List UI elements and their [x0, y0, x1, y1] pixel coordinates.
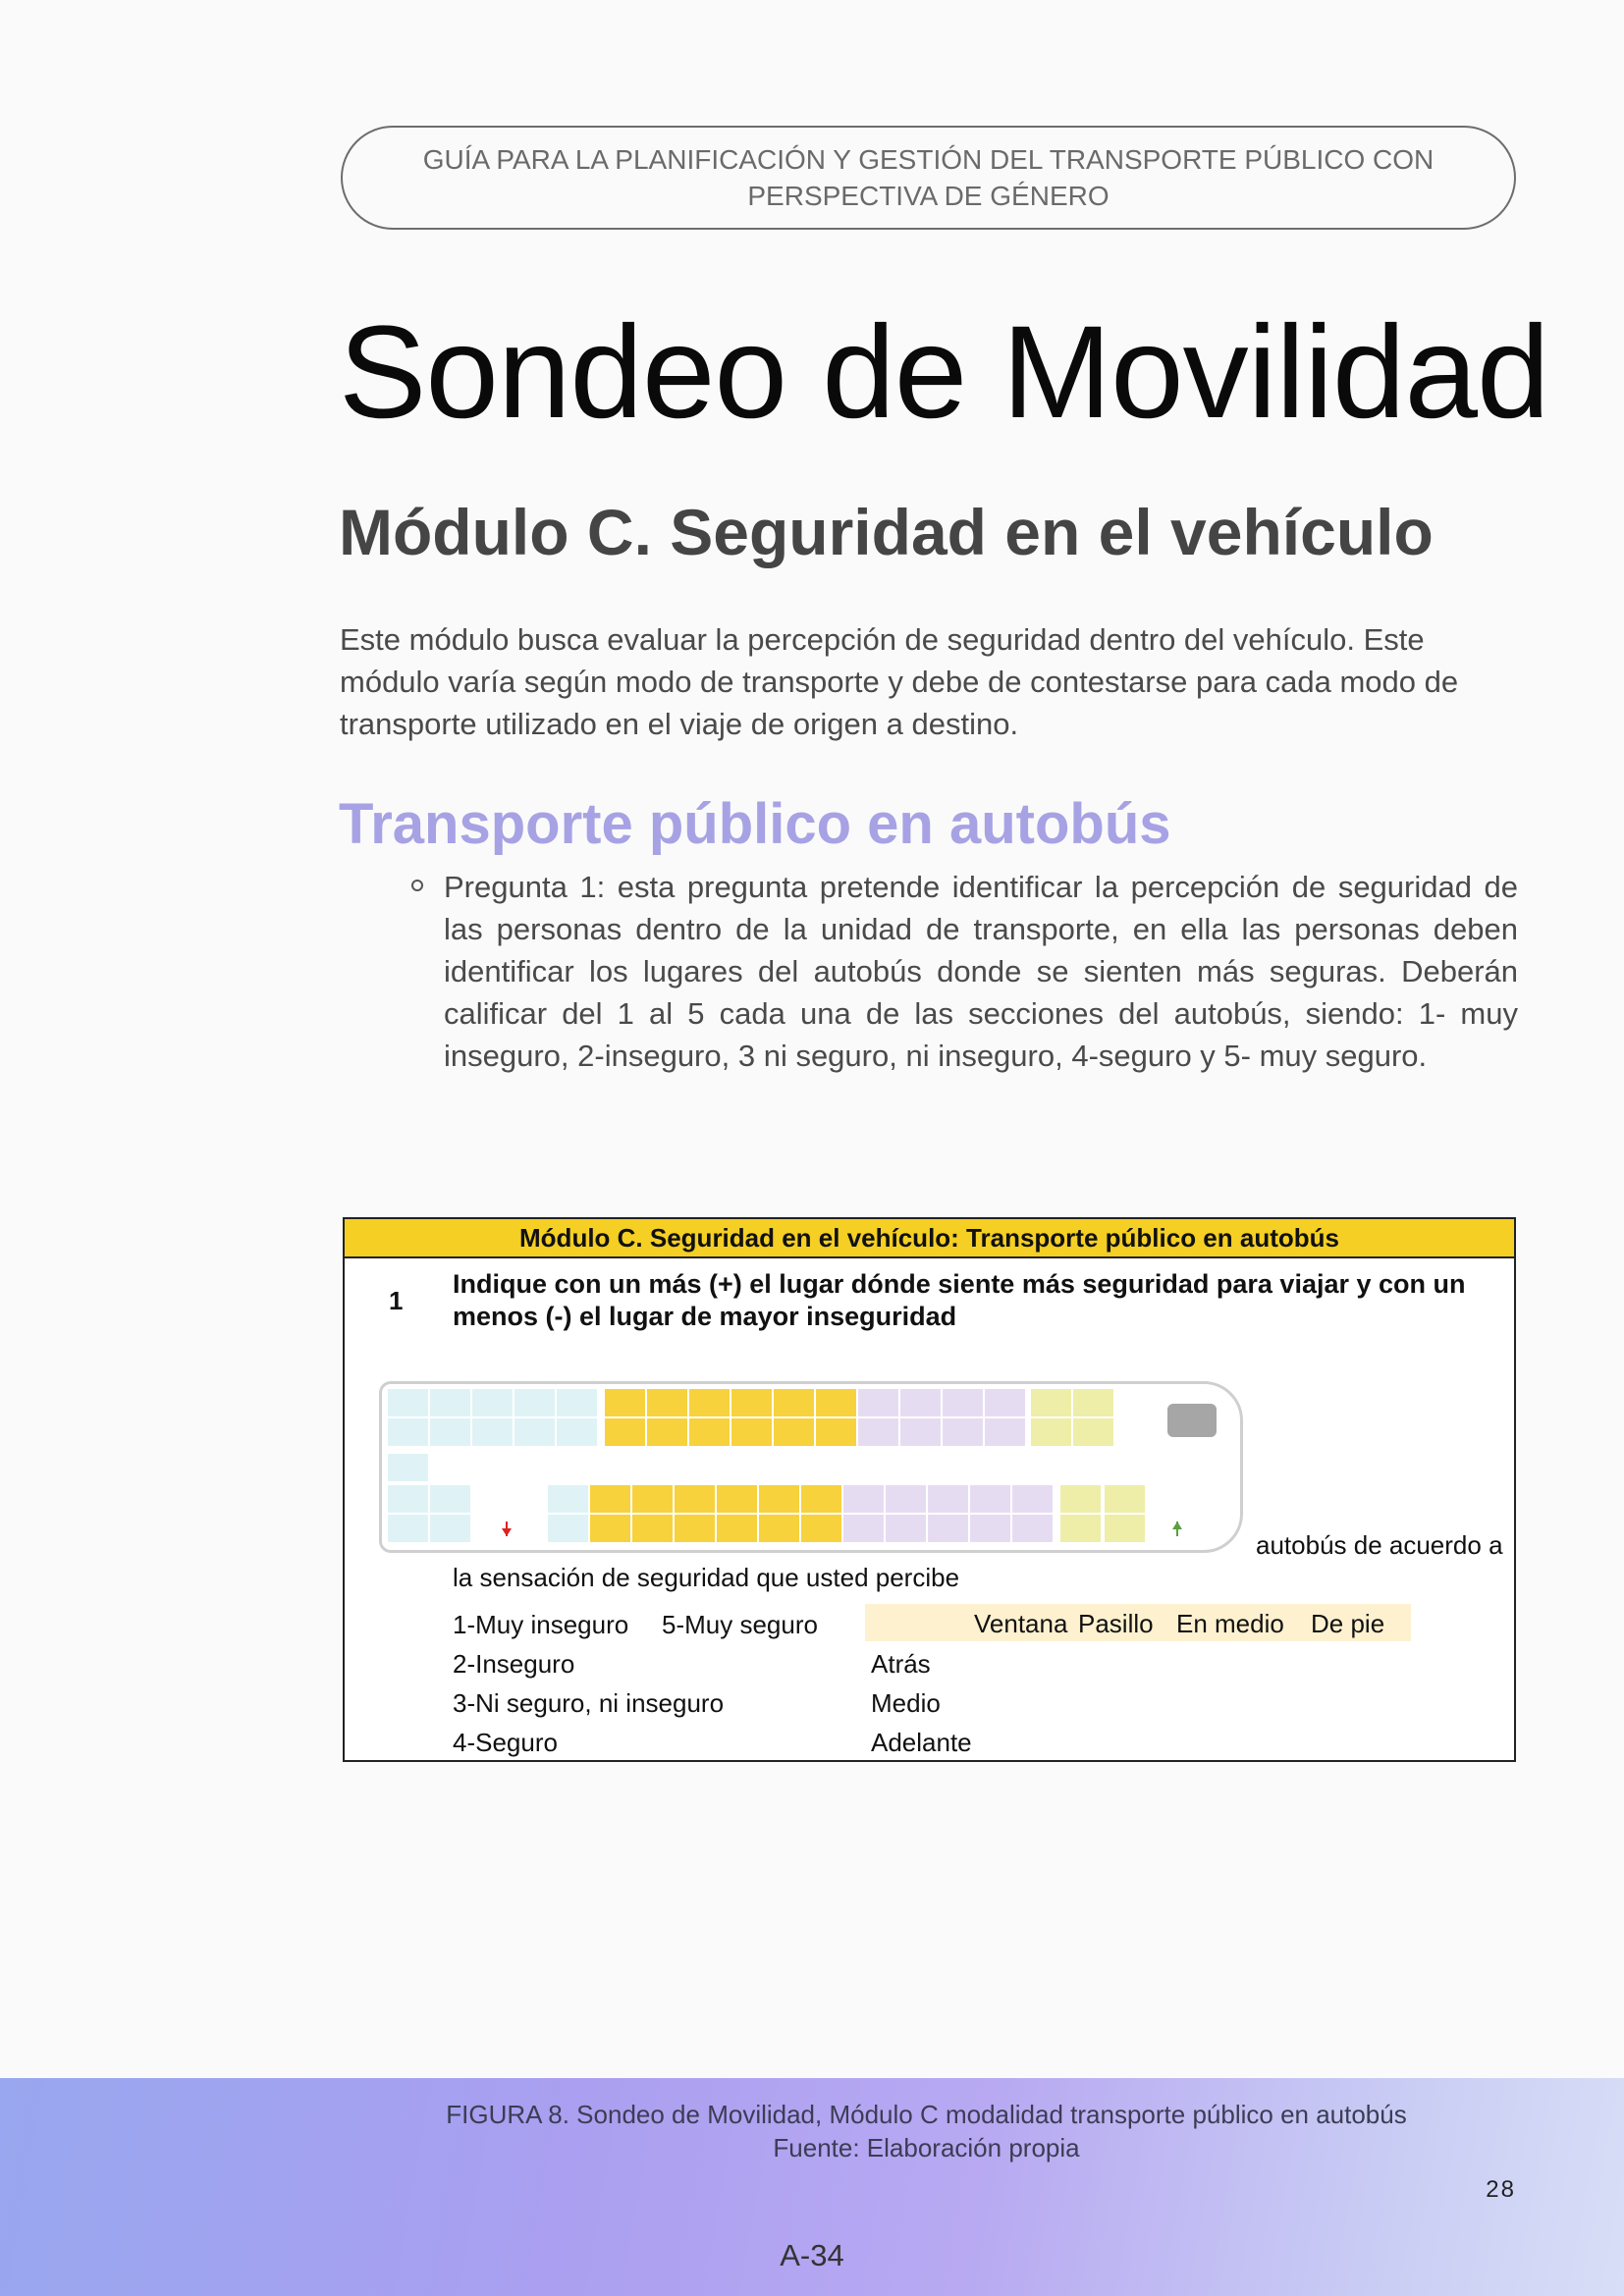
bus-seat [1104, 1514, 1146, 1543]
column-window: Ventana [974, 1609, 1068, 1638]
module-subtitle: Módulo C. Seguridad en el vehículo [339, 496, 1434, 568]
column-middle: En medio [1176, 1609, 1284, 1638]
section-heading: Transporte público en autobús [339, 792, 1171, 856]
bus-seat [1011, 1514, 1054, 1543]
bus-seat [927, 1514, 969, 1543]
bus-seat [688, 1388, 731, 1417]
bus-seat [1011, 1484, 1054, 1514]
bus-seat [514, 1388, 556, 1417]
question-text: Indique con un más (+) el lugar dónde siente más seguridad para viajar y con un menos (-) el lugar de mayor inseguridad [453, 1269, 1466, 1331]
bus-seat [387, 1453, 429, 1482]
bus-seat [674, 1484, 716, 1514]
annex-page-number: A-34 [780, 2238, 844, 2272]
scale-item: 2-Inseguro [453, 1649, 575, 1679]
bus-seat [731, 1388, 773, 1417]
bus-seat [942, 1388, 984, 1417]
bus-seat [716, 1484, 758, 1514]
bus-seat [899, 1417, 942, 1447]
bus-seat [984, 1388, 1026, 1417]
figure-caption: FIGURA 8. Sondeo de Movilidad, Módulo C modalidad transporte público en autobús [446, 2100, 1407, 2129]
column-aisle: Pasillo [1078, 1609, 1154, 1638]
running-header-text: GUÍA PARA LA PLANIFICACIÓN Y GESTIÓN DEL TRANSPORTE PÚBLICO CON PERSPECTIVA DE GÉNERO [422, 144, 1435, 211]
bus-seat [815, 1388, 857, 1417]
bus-seat [773, 1417, 815, 1447]
row-middle: Medio [871, 1688, 941, 1718]
bus-seat [800, 1484, 842, 1514]
bus-seat [604, 1388, 646, 1417]
bus-seat [429, 1484, 471, 1514]
bus-seat [857, 1388, 899, 1417]
running-header [341, 126, 1516, 230]
bus-seat [547, 1514, 589, 1543]
bus-seat [646, 1417, 688, 1447]
intro-paragraph: Este módulo busca evaluar la percepción de seguridad dentro del vehículo. Este módulo varía según modo de transporte y debe de contestarse para cada modo de transporte utilizado en el viaje de origen a destino. [340, 622, 1459, 741]
bus-seat [842, 1484, 885, 1514]
survey-figure [343, 1217, 1516, 1762]
bus-seat [674, 1514, 716, 1543]
bus-seat [758, 1484, 800, 1514]
bus-seat [688, 1417, 731, 1447]
bus-seat [857, 1417, 899, 1447]
bullet-circle-icon [411, 880, 423, 891]
bus-seat [471, 1388, 514, 1417]
bus-seat [1072, 1417, 1114, 1447]
bus-seat [800, 1514, 842, 1543]
bus-seat [429, 1388, 471, 1417]
bus-seat [731, 1417, 773, 1447]
exit-arrow-icon [502, 1528, 512, 1536]
bus-seat [1104, 1484, 1146, 1514]
bus-seat [387, 1514, 429, 1543]
bus-seat [815, 1417, 857, 1447]
bus-seat [885, 1484, 927, 1514]
bus-seat [514, 1417, 556, 1447]
bus-seat [969, 1484, 1011, 1514]
bus-seat [387, 1484, 429, 1514]
bus-seat [773, 1388, 815, 1417]
scale-item: 3-Ni seguro, ni inseguro [453, 1688, 725, 1718]
question-number: 1 [389, 1286, 404, 1315]
bus-seat-map [382, 1384, 1240, 1550]
bus-seat [969, 1514, 1011, 1543]
bus-seat [604, 1417, 646, 1447]
page-title: Sondeo de Movilidad [339, 299, 1549, 446]
bus-seat [387, 1417, 429, 1447]
bus-seat [1030, 1417, 1072, 1447]
bus-seat [927, 1484, 969, 1514]
bus-seat [1072, 1388, 1114, 1417]
bus-seat [1059, 1484, 1102, 1514]
question-description: Pregunta 1: esta pregunta pretende identificar la percepción de seguridad de las personas dentro de la unidad de transporte, en ella las personas deben identificar los lugares del autobús donde se sienten más seguras. Deberán calificar del 1 al 5 cada una de las secciones del autobús, siendo: 1- muy inseguro, 2-inseguro, 3 ni seguro, ni inseguro, 4-seguro y 5- muy seguro. [444, 870, 1518, 1073]
bus-seat [387, 1388, 429, 1417]
rating-instruction: la sensación de seguridad que usted percibe [453, 1563, 960, 1592]
bus-seat [1059, 1514, 1102, 1543]
scale-item: 4-Seguro [453, 1728, 558, 1757]
bus-seat [631, 1484, 674, 1514]
row-front: Adelante [871, 1728, 972, 1757]
bus-seat [547, 1484, 589, 1514]
page-number: 28 [1486, 2176, 1516, 2203]
steering-wheel-icon [1167, 1404, 1217, 1437]
figure-header: Módulo C. Seguridad en el vehículo: Transporte público en autobús [345, 1219, 1514, 1258]
bus-seat [716, 1514, 758, 1543]
bus-seat [471, 1417, 514, 1447]
rating-instruction-tail: autobús de acuerdo a [1256, 1530, 1503, 1560]
bus-seat [646, 1388, 688, 1417]
scale-item: 1-Muy inseguro [453, 1610, 629, 1639]
bus-seat [589, 1484, 631, 1514]
figure-source: Fuente: Elaboración propia [773, 2133, 1080, 2163]
bus-seat [589, 1514, 631, 1543]
bus-seat [429, 1514, 471, 1543]
bus-seat [899, 1388, 942, 1417]
entry-arrow-icon [1172, 1522, 1182, 1529]
bus-seat [758, 1514, 800, 1543]
bus-seat [842, 1514, 885, 1543]
row-back: Atrás [871, 1649, 931, 1679]
bus-seat [885, 1514, 927, 1543]
bus-seat [984, 1417, 1026, 1447]
bus-seat [429, 1417, 471, 1447]
bus-seat [1030, 1388, 1072, 1417]
bus-seat [631, 1514, 674, 1543]
column-standing: De pie [1311, 1609, 1385, 1638]
bus-seat [942, 1417, 984, 1447]
bus-seat [556, 1388, 598, 1417]
scale-item: 5-Muy seguro [662, 1610, 818, 1639]
bus-seat [556, 1417, 598, 1447]
bus-diagram [379, 1381, 1243, 1553]
